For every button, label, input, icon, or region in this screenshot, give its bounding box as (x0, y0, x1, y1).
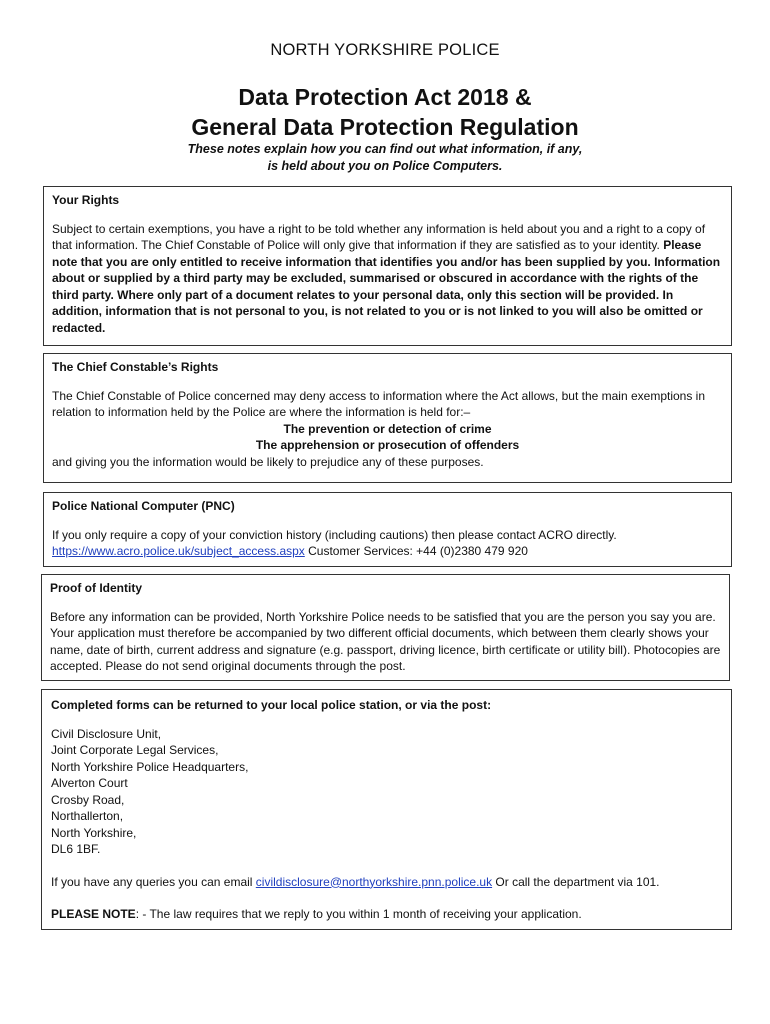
customer-services: Customer Services: +44 (0)2380 479 920 (304, 544, 528, 558)
address-line: Alverton Court (51, 776, 128, 790)
identity-text: Before any information can be provided, North Yorkshire Police needs to be satisfied that you are the person you say you are. Your application must therefore be accompanied by two different official documents, which between them clearly shows your name, date of birth, current address and signature (e.g. passport, driving licence, birth certificate or utility bill). Photocopies are accepted. Please do not send original documents through the post. (50, 609, 721, 673)
address-line: Northallerton, (51, 809, 124, 823)
email-link[interactable]: civildisclosure@northyorkshire.pnn.police.uk (255, 874, 493, 889)
pnc-heading: Police National Computer (PNC) (52, 499, 235, 513)
chief-constable-heading: The Chief Constable’s Rights (52, 360, 219, 374)
identity-heading: Proof of Identity (50, 581, 142, 595)
please-note-line (51, 906, 723, 923)
chief-constable-section (43, 353, 732, 483)
return-heading: Completed forms can be returned to your local police station, or via the post: (51, 698, 492, 712)
exemption-item-offenders: The apprehension or prosecution of offenders (255, 438, 520, 452)
pnc-contact-line (52, 543, 723, 560)
return-forms-section (41, 689, 732, 930)
address-line: North Yorkshire Police Headquarters, (51, 759, 249, 774)
chief-constable-intro: The Chief Constable of Police concerned may deny access to information where the Act allows, but the main exemptions in relation to information held by the Police are where the information is held for:– (52, 388, 706, 419)
pnc-text: If you only require a copy of your conviction history (including cautions) then please contact ACRO directly. (52, 527, 617, 542)
your-rights-intro: Subject to certain exemptions, you have a right to be told whether any information is held about you and a right to a copy of that information. The Chief Constable of Police will only give that information if they are satisfied as to your identity. (52, 221, 706, 252)
pnc-section (43, 492, 732, 567)
your-rights-heading: Your Rights (52, 193, 120, 207)
queries-line (51, 874, 723, 891)
address-line: Crosby Road, (51, 792, 125, 807)
document-subtitle-line2: is held about you on Police Computers. (267, 159, 503, 173)
queries-prefix: If you have any queries you can email (51, 874, 256, 889)
address-line: DL6 1BF. (51, 842, 101, 856)
your-rights-section (43, 186, 732, 346)
document-title-line2: General Data Protection Regulation (191, 114, 579, 140)
your-rights-body (52, 221, 723, 337)
document-title-line1: Data Protection Act 2018 & (238, 84, 532, 110)
document-subtitle-line1: These notes explain how you can find out what information, if any, (187, 142, 583, 156)
queries-suffix: Or call the department via 101. (492, 874, 660, 889)
chief-constable-outro: and giving you the information would be likely to prejudice any of these purposes. (52, 454, 484, 469)
document-header: NORTH YORKSHIRE POLICE (270, 41, 500, 59)
please-note-text: : - The law requires that we reply to you within 1 month of receiving your application. (135, 907, 582, 921)
exemption-item-crime: The prevention or detection of crime (283, 421, 492, 436)
acro-link[interactable]: https://www.acro.police.uk/subject_access.aspx (52, 544, 305, 558)
your-rights-bold-note: Please note that you are only entitled to receive information that identifies you and/or has been supplied by you. Information about or supplied by a third party may be excluded, summarised or obscured in accordance with the rights of the third party. Where only part of a document relates to your personal data, only this section will be provided. In addition, information that is not personal to you, is not related to you or is not linked to you will also be omitted or redacted. (52, 238, 721, 335)
address-line: Joint Corporate Legal Services, (51, 743, 219, 757)
proof-of-identity-section (41, 574, 730, 681)
address-line: North Yorkshire, (51, 825, 137, 840)
address-line: Civil Disclosure Unit, (51, 726, 162, 741)
please-note-label: PLEASE NOTE (51, 907, 136, 921)
